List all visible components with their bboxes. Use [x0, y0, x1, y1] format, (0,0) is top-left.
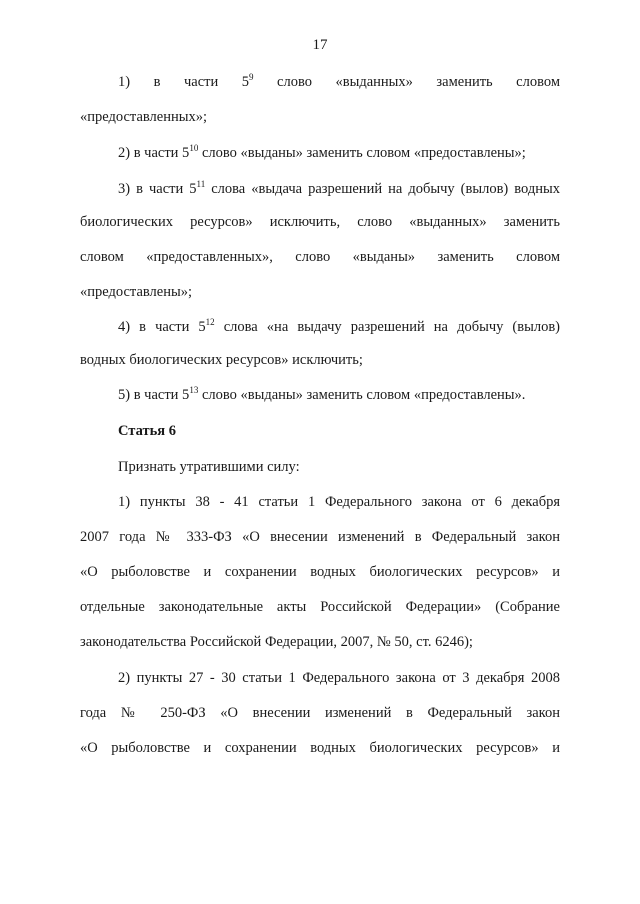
paragraph-line: 2) пункты 27 - 30 статьи 1 Федерального закона от 3 декабря 2008 — [118, 670, 560, 686]
paragraph-line: 1) в части $5^9$ слово «выданных» заменить словом — [118, 72, 561, 90]
paragraph-line: 5) в части $5^{13}$ слово «выданы» заменить словом «предоставлены». — [118, 385, 526, 403]
paragraph-line: «предоставленных»; — [80, 109, 207, 125]
paragraph-line: 3) в части $5^{11}$ слова «выдача разрешений на добычу (вылов) водных — [118, 179, 560, 197]
paragraph-line: 4) в части $5^{12}$ слова «на выдачу разрешений на добычу (вылов) — [118, 317, 561, 335]
paragraph-line: 1) пункты 38 - 41 статьи 1 Федерального закона от 6 декабря — [118, 494, 560, 510]
paragraph-line: 2) в части $5^{10}$ слово «выданы» заменить словом «предоставлены»; — [118, 143, 526, 161]
paragraph-line: словом «предоставленных», слово «выданы» заменить словом — [80, 249, 560, 265]
paragraph-line: «О рыболовстве и сохранении водных биологических ресурсов» и — [80, 564, 560, 580]
paragraph-line: биологических ресурсов» исключить, слово «выданных» заменить — [80, 214, 560, 230]
paragraph-line: водных биологических ресурсов» исключить; — [80, 352, 363, 368]
paragraph-line: отдельные законодательные акты Российской Федерации» (Собрание — [80, 599, 560, 615]
paragraph-line: «предоставлены»; — [80, 284, 192, 300]
article-heading: Статья 6 — [118, 423, 176, 439]
paragraph-line: «О рыболовстве и сохранении водных биологических ресурсов» и — [80, 740, 560, 756]
paragraph-line: законодательства Российской Федерации, 2007, № 50, ст. 6246); — [80, 634, 473, 650]
paragraph-line: 2007 года № 333-ФЗ «О внесении изменений в Федеральный закон — [80, 529, 560, 545]
paragraph-line: года № 250-ФЗ «О внесении изменений в Федеральный закон — [80, 705, 560, 721]
page-number: 17 — [312, 37, 328, 53]
paragraph-line: Признать утратившими силу: — [118, 459, 300, 475]
